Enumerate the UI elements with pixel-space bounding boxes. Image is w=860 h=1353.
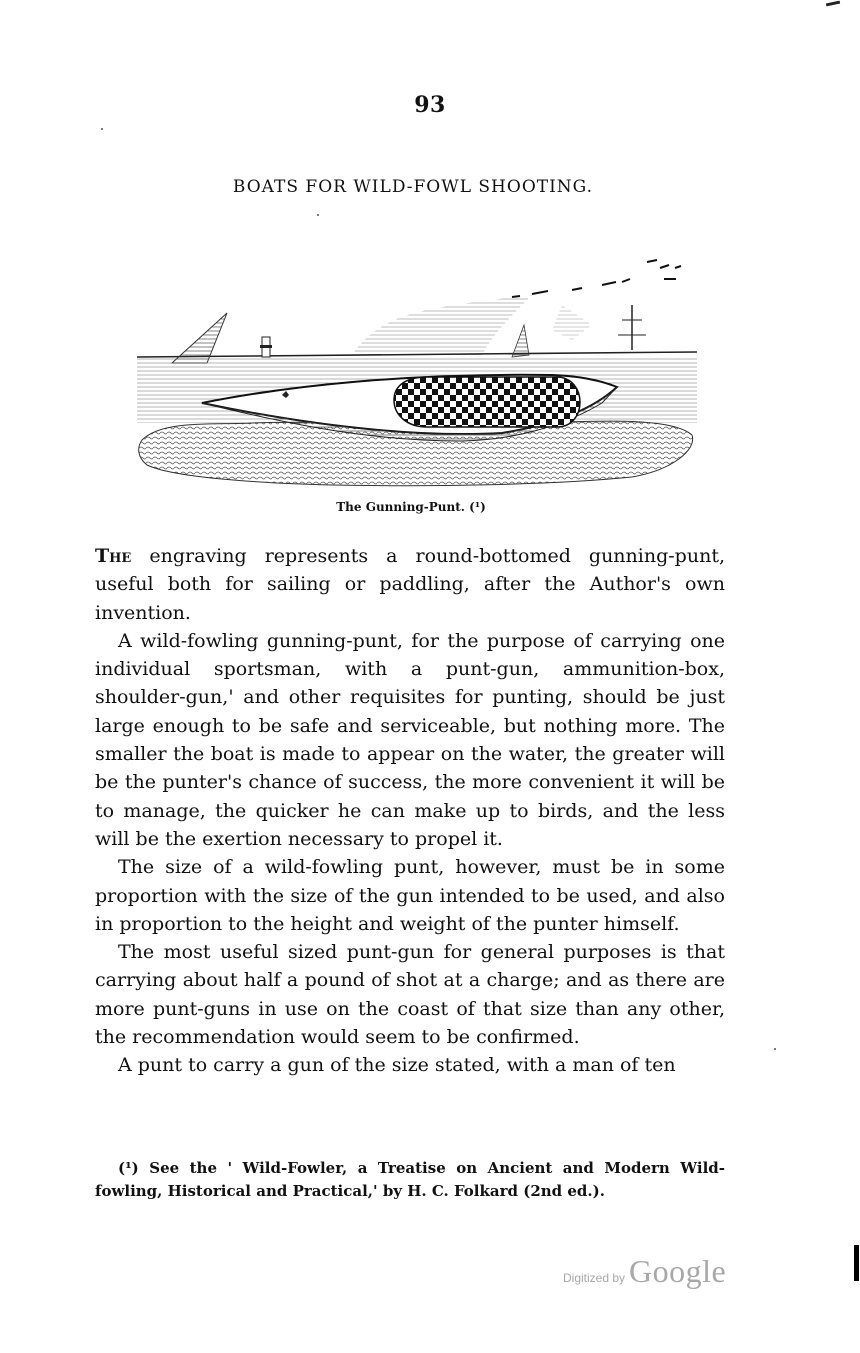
- page-number: 93: [414, 92, 446, 118]
- paragraph-4: The most useful sized punt-gun for general purposes is that carrying about half a pound of shot at a charge; and as there are more punt-guns in use on the coast of that size than any other, the recommendation would seem to be confirmed.: [95, 941, 725, 1049]
- chapter-title: BOATS FOR WILD-FOWL SHOOTING.: [232, 177, 594, 197]
- google-logo: Google: [629, 1253, 727, 1289]
- scan-edge-mark: [826, 1, 840, 7]
- footnote-text: (¹) See the ' Wild-Fowler, a Treatise on Ancient and Modern Wild-fowling, Historical and Practical,' by H. C. Folkard (2nd ed.).: [95, 1159, 725, 1200]
- body-text: [95, 542, 725, 1080]
- scan-edge-mark: [854, 1245, 859, 1281]
- digitized-by-google-watermark: [563, 1253, 726, 1290]
- watermark-prefix: Digitized by: [563, 1271, 626, 1285]
- footnote: [95, 1157, 725, 1203]
- scan-speck: [317, 214, 319, 216]
- paragraph-5: A punt to carry a gun of the size stated, with a man of ten: [118, 1054, 676, 1077]
- paragraph-text: engraving represents a round-bottomed gunning-punt, useful both for sailing or paddling, after the Author's own invention.: [95, 545, 725, 624]
- figure-caption: The Gunning-Punt. (¹): [336, 500, 486, 514]
- engraving-illustration: [132, 245, 700, 490]
- scan-speck: [774, 1048, 776, 1050]
- gunning-punt-engraving: [132, 245, 700, 490]
- paragraph-2: A wild-fowling gunning-punt, for the purpose of carrying one individual sportsman, with a punt-gun, ammunition-box, shoulder-gun,' and other requisites for punting, should be just large enough to be safe and serviceable, but nothing more. The smaller the boat is made to appear on the water, the greater will be the punter's chance of success, the more convenient it will be to manage, the quicker he can make up to birds, and the less will be the exertion necessary to propel it.: [95, 629, 725, 850]
- scan-speck: [101, 128, 103, 130]
- paragraph-1: [95, 542, 725, 627]
- paragraph-3: The size of a wild-fowling punt, however, must be in some proportion with the size of the gun intended to be used, and also in proportion to the height and weight of the punter himself.: [95, 856, 725, 935]
- paragraph-lead-word: The: [95, 545, 132, 567]
